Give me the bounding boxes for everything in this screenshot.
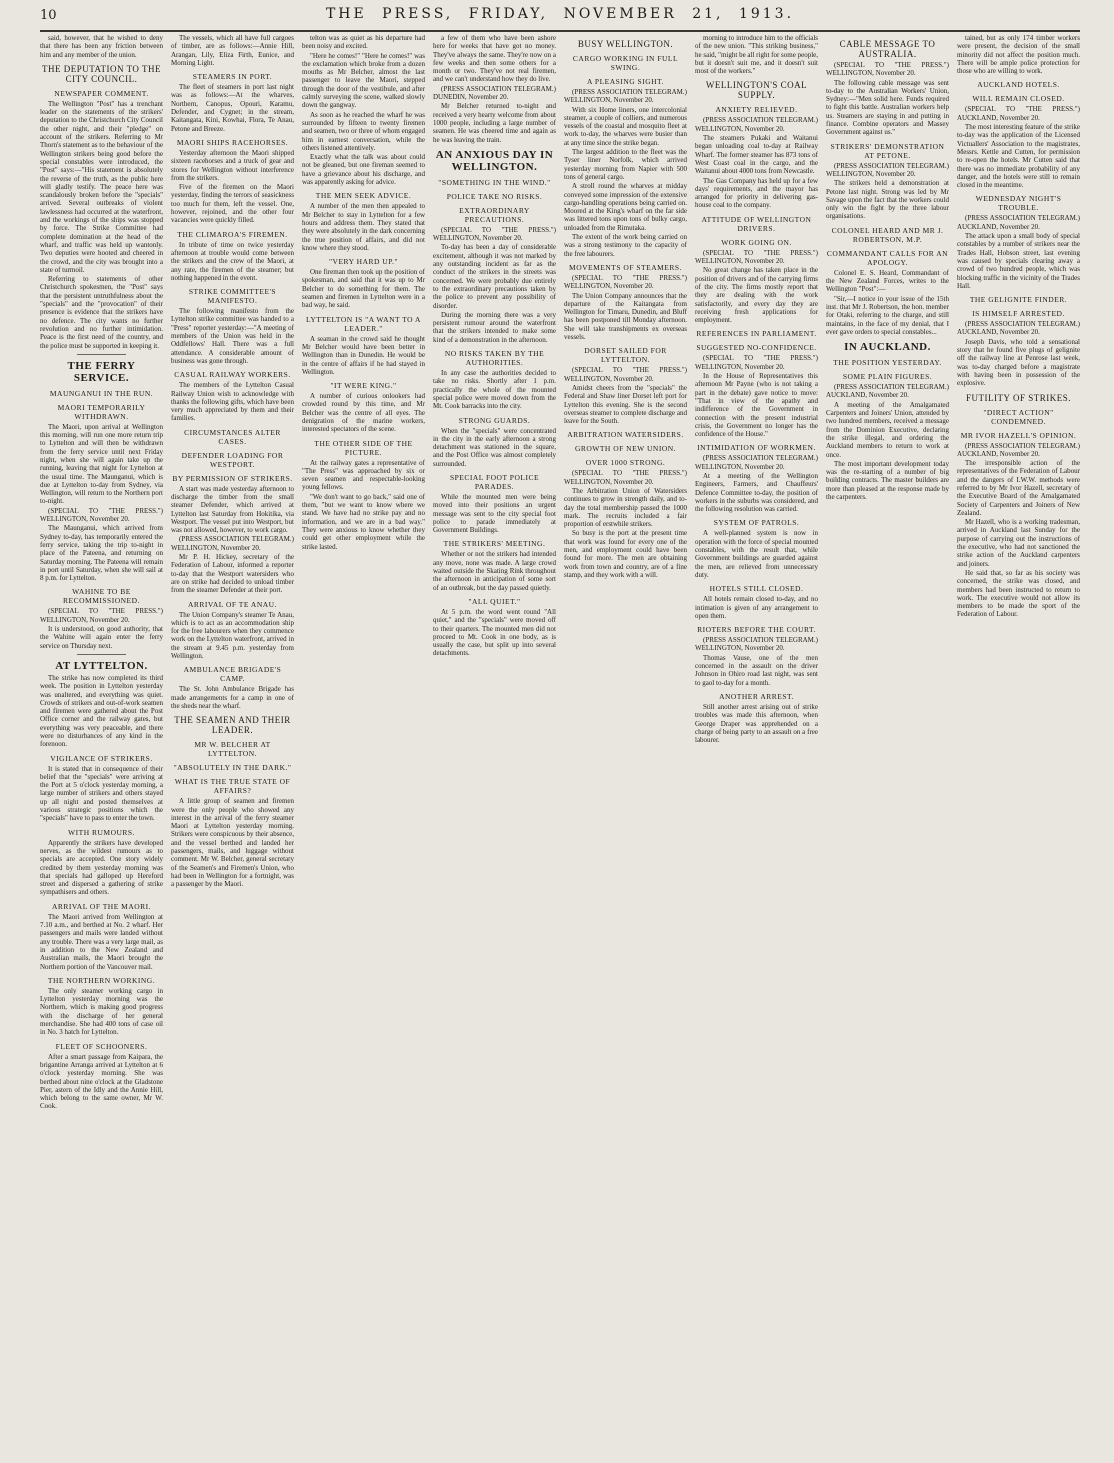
article-paragraph: At the railway gates a representative of "The Press" was approached by six or seven seamen and respectable-looking young fellows. (302, 458, 425, 492)
article-paragraph: The steamers Pukaki and Waitanui began unloading coal to-day at Railway Wharf. The former steamer has 873 tons of West Coast coal in the cargo, and the Waitanui about 4000 tons from Newcastle. (695, 134, 818, 176)
subheading: EXTRAORDINARY PRECAUTIONS. (459, 205, 530, 224)
article-paragraph: A meeting of the Amalgamated Carpenters and Joiners' Union, attended by two hundred members, received a message from the Dominion Executive, declaring the strike illegal, and ordering the Auckland members to return to work at once. (826, 400, 949, 459)
subheading: STRIKERS' DEMONSTRATION AT PETONE. (830, 141, 945, 160)
article-paragraph: At 5 p.m. the word went round "All quiet," and the "specials" were moved off to their quarters. The mounted men did not proceed to Mt. Cook in one body, as is usually the case, but split up into several detachments. (433, 607, 556, 658)
article-headline: FUTILITY OF STRIKES. (966, 392, 1071, 403)
dateline: (SPECIAL TO "THE PRESS.") WELLINGTON, November 20. (40, 607, 163, 624)
article-paragraph: Referring to statements of other Christchurch spokesmen, the "Post" says that the persistent untruthfulness about the "specials" and the "provocation" of their presence is evidence that the strikers have no defence. The city wants no further revolution and no further intimidation. Peace is the first need of the country, and the police must be supported in keeping it. (40, 275, 163, 350)
dateline: (PRESS ASSOCIATION TELEGRAM.) AUCKLAND, November 20. (826, 383, 949, 400)
subheading: DORSET SAILED FOR LYTTELTON. (584, 346, 667, 365)
article-paragraph: tained, but as only 174 timber workers were present, the decision of the small minority did not affect the position much. There will be ample police protection for those who are willing to work. (957, 34, 1080, 76)
dateline: (PRESS ASSOCIATION TELEGRAM.) AUCKLAND, November 20. (957, 320, 1080, 337)
article-headline: THE DEPUTATION TO THE CITY COUNCIL. (41, 63, 162, 84)
dateline: (SPECIAL TO "THE PRESS.") WELLINGTON, November 20. (826, 61, 949, 78)
column-4 (433, 34, 556, 1454)
subheading: AUCKLAND HOTELS. (977, 80, 1060, 90)
subheading: COLONEL HEARD AND MR J. ROBERTSON, M.P. (831, 225, 944, 244)
article-paragraph: The Union Company announces that the departure of the Kaitangata from Wellington for Timaru, Dunedin, and Bluff has been postponed till Monday afternoon. She will take transhipments ex overseas vessels. (564, 291, 687, 342)
subheading: WITH RUMOURS. (68, 827, 135, 837)
article-paragraph: It is understood, on good authority, that the Wahine will again enter the ferry service on Thursday next. (40, 625, 163, 650)
article-paragraph: Mr Belcher returned to-night and received a very hearty welcome from about 1000 people, including a large number of seamen. He was cheered time and again as he was leaving the train. (433, 102, 556, 144)
dateline: (SPECIAL TO "THE PRESS.") AUCKLAND, November 20. (957, 105, 1080, 122)
subheading: DEFENDER LOADING FOR WESTPORT. (181, 450, 284, 469)
article-paragraph: a few of them who have been ashore here for weeks that have got no money. They've always the same. They're now on a few weeks and then some others for a month or two. They've not real firemen, and we can't understand how they do live. (433, 34, 556, 84)
article-paragraph: As soon as he reached the wharf he was surrounded by fifteen to twenty firemen and seamen, two or three of whom engaged him in earnest conversation, while the others listened attentively. (302, 110, 425, 152)
subheading: THE CLIMAROA'S FIREMEN. (177, 229, 288, 239)
article-paragraph: The strikers held a demonstration at Petone last night. Strong was led by Mr Savage upon the fact that the workers could only win the fight by the three labour organisations. (826, 179, 949, 221)
masthead-title: THE PRESS, FRIDAY, NOVEMBER 21, 1913. (325, 6, 795, 22)
subheading: FLEET OF SCHOONERS. (55, 1041, 148, 1051)
article-paragraph: Five of the firemen on the Maori yesterday, finding the terrors of seasickness too much for them, left the vessel. One, however, rejoined, and the other four vacancies were quickly filled. (171, 183, 294, 225)
article-paragraph: No great change has taken place in the position of drivers and of the carrying firms of the city. The firms mostly report that they are dealing with the work satisfactorily, and every day they are receiving fresh applications for employment. (695, 266, 818, 325)
section-headline: AN ANXIOUS DAY IN WELLINGTON. (435, 148, 554, 173)
article-paragraph: The vessels, which all have full cargoes of timber, are as follows:—Annie Hill, Arangan, Lily, Eliza Firth, Eunice, and Morning Light. (171, 34, 294, 67)
masthead (40, 6, 1080, 32)
dateline: (PRESS ASSOCIATION TELEGRAM.) WELLINGTON, November 20. (826, 161, 949, 178)
subheading: THE POSITION YESTERDAY. (833, 358, 942, 368)
subheading: ARRIVAL OF THE MAORI. (51, 901, 152, 911)
article-paragraph: The Gas Company has held up for a few days' requirements, and the mayor has arranged for priority in delivering gas-house coal to the company. (695, 176, 818, 210)
column-7 (826, 34, 949, 1454)
subheading: "ALL QUIET." (468, 596, 521, 606)
column-1 (40, 34, 163, 1454)
article-paragraph: In tribute of time on twice yesterday afternoon at trouble would come between the strikers and the crew of the Maori, at any rate, the firemen of the steamer; but nothing happened in the event. (171, 240, 294, 282)
article-headline: CABLE MESSAGE TO AUSTRALIA. (839, 39, 936, 59)
subheading: ATTITUDE OF WELLINGTON DRIVERS. (701, 214, 812, 233)
subheading: SUGGESTED NO-CONFIDENCE. (696, 343, 817, 353)
article-paragraph: The Wellington "Post" has a trenchant leader on the statements of the strikers' deputation to the Christchurch City Council the other night, and their "pledge" on account of the strikers. Referring to Mr Thorn's statement as to the behaviour of the Wellington strikers being good before the special constables were introduced, the "Post" says:—"His statement is absolutely the reverse of the truth, as the public here will gladly testify. The peace here was scandalously broken before the "specials" arrived. Several outbreaks of violent lawlessness had occurred at the waterfront, and the workings of the ships was stopped by force. The Strike Committee had complete domination at the head of the wharf, and traffic was held up wantonly. Two deputies were hooted and cheered in the crowd, and the city was brought into a state of turmoil. (40, 99, 163, 274)
subheading: MOVEMENTS OF STEAMERS. (569, 262, 682, 272)
dateline: (PRESS ASSOCIATION TELEGRAM.) DUNEDIN, November 20. (433, 84, 556, 102)
article-paragraph: telton was as quiet as his departure had been noisy and excited. (302, 34, 425, 51)
subheading: AMBULANCE BRIGADE'S CAMP. (183, 665, 282, 684)
dateline: (PRESS ASSOCIATION TELEGRAM.) WELLINGTON, November 20. (695, 454, 818, 471)
article-paragraph: Amidst cheers from the "specials" the Federal and Shaw liner Dorset left port for Lyttelton this evening. She is the second overseas steamer to complete discharge and leave for the South. (564, 383, 687, 426)
article-paragraph: The irresponsible action of the representatives of the Federation of Labour and the dangers of I.W.W. methods were referred to by Mr Ivor Hazell, secretary of the Executive Board of the Amalgamated Society of Carpenters and Joiners of New Zealand. (957, 459, 1080, 517)
subheading: ARRIVAL OF TE ANAU. (188, 599, 277, 609)
article-paragraph: To-day has been a day of considerable excitement, although it was not marked by any outstanding incident as far as the conduct of the strikers in the streets was concerned. We were probably due entirely to the extraordinary precautions taken by the police to prevent any possibility of disorder. (433, 243, 556, 310)
subheading: THE OTHER SIDE OF THE PICTURE. (314, 438, 413, 457)
subheading: "VERY HARD UP." (329, 257, 398, 267)
subheading: MR W. BELCHER AT LYTTELTON. (194, 740, 271, 759)
article-paragraph: The most interesting feature of the strike to-day was the application of the Licensed Victuallers' Association to the magistrates, Messrs. Kettle and Cutten, for permission to re-open the hotels. Mr Cutten said that there was no immediate probability of any danger, and the hotels were still to remain closed in the meantime. (957, 123, 1080, 190)
subheading: ARBITRATION WATERSIDERS. (567, 430, 684, 440)
article-paragraph: At a meeting of the Wellington Engineers, Farmers, and Chauffeurs' Defence Committee to-day, the position of workers in the suburbs was considered, and the following resolution was carried. (695, 471, 818, 514)
article-paragraph: The Arbitration Union of Watersiders continues to grow in strength daily, and to-day the total membership passed the 1000 mark. The recruits included a fair proportion of erstwhile strikers. (564, 486, 687, 529)
article-headline: THE SEAMEN AND THEIR LEADER. (174, 715, 291, 736)
article-paragraph: morning to introduce him to the officials of the new union. "This striking business," he said, "might be all right for some people, but it doesn't suit me, and it doesn't suit most of the workers." (695, 34, 818, 76)
subheading: THE GELIGNITE FINDER. (969, 295, 1068, 305)
dateline: (SPECIAL TO "THE PRESS.") WELLINGTON, November 20. (564, 366, 687, 383)
page-number: 10 (40, 8, 57, 23)
subheading: NEWSPAPER COMMENT. (54, 88, 149, 98)
article-paragraph: The extent of the work being carried on was a strong testimony to the capacity of the free labourers. (564, 233, 687, 258)
subheading: WAHINE TO BE RECOMMISSIONED. (63, 587, 140, 606)
article-headline: WELLINGTON'S COAL SUPPLY. (705, 80, 808, 101)
subheading: STEAMERS IN PORT. (192, 72, 273, 82)
subheading: THE NORTHERN WORKING. (47, 975, 156, 985)
subheading: ANOTHER ARREST. (719, 691, 794, 701)
article-paragraph: Exactly what the talk was about could not be gleaned, but one fireman seemed to have a grievance about his discharge, and was apparently asking for advice. (302, 153, 425, 187)
subheading: WEDNESDAY NIGHT'S TROUBLE. (975, 194, 1062, 213)
subheading: REFERENCES IN PARLIAMENT. (696, 329, 817, 339)
column-3 (302, 34, 425, 1454)
article-paragraph: The attack upon a small body of special constables by a number of strikers near the Trades Hall, Hobson street, last evening was caused by specials clearing away a crowd of two hundred people, which was blocking traffic in the vicinity of the Trades Hall. (957, 232, 1080, 290)
subheading: STRIKE COMMITTEE'S MANIFESTO. (188, 287, 277, 306)
article-paragraph: The St. John Ambulance Brigade has made arrangements for a camp in one of the sheds near the wharf. (171, 685, 294, 710)
article-paragraph: A number of the men then appealed to Mr Belcher to stay in Lyttelton for a few hours and address them. They stated that they were absolutely in the dark concerning the true position of affairs, and did not know where they stood. (302, 202, 425, 252)
article-paragraph: The Maori arrived from Wellington at 7.10 a.m., and berthed at No. 2 wharf. Her passengers and mails were landed without any trouble. There was a very large mail, as in addition to the New Zealand and Australian mails, the Maori brought the Northern portion of the Vancouver mail. (40, 912, 163, 971)
dateline: (SPECIAL TO "THE PRESS.") WELLINGTON, November 20. (695, 248, 818, 266)
subheading: CIRCUMSTANCES ALTER CASES. (184, 427, 281, 446)
article-paragraph: When the "specials" were concentrated in the city in the early afternoon a strong detachment was stationed in the square, and the Post Office was almost completely surrounded. (433, 426, 556, 468)
column-2 (171, 34, 294, 1454)
section-headline: THE FERRY SERVICE. (67, 359, 136, 384)
subheading: POLICE TAKE NO RISKS. (446, 191, 543, 201)
article-paragraph: The Union Company's steamer Te Anau, which is to act as an accommodation ship for the free labourers when they commence work on the Lyttelton waterfront, arrived in the stream at 9.45 p.m. yesterday from Wellington. (171, 610, 294, 661)
article-paragraph: Apparently the strikers have developed nerves, as the wildest rumours as to specials are accepted. One story widely credited by them yesterday morning was that specials had galloped up Hereford street and dispersed a gathering of strike sympathisers and others. (40, 838, 163, 897)
article-paragraph: Colonel E. S. Heard, Commandant of the New Zealand Forces, writes to the Wellington "Post":— (826, 268, 949, 294)
subheading: HOTELS STILL CLOSED. (709, 584, 804, 594)
article-paragraph: The strike has now completed its third week. The position in Lyttelton yesterday was unaltered, and everything was quiet. Crowds of strikers and out-of-work seamen and firemen were gathered about the Post Office corner and the railway gates, but everything was very peaceable, and there were no disturbances of any kind in the forenoon. (40, 673, 163, 749)
article-paragraph: The most important development today was the re-starting of a number of big building contracts. The master builders are more than pleased at the response made by the carpenters. (826, 459, 949, 501)
subheading: "DIRECT ACTION" CONDEMNED. (983, 407, 1054, 426)
dateline: (SPECIAL TO "THE PRESS.") WELLINGTON, November 20. (695, 354, 818, 371)
section-divider (77, 354, 126, 355)
dateline: (PRESS ASSOCIATION TELEGRAM.) WELLINGTON, November 20. (695, 636, 818, 653)
dateline: (SPECIAL TO "THE PRESS.") WELLINGTON, November 20. (433, 225, 556, 243)
subheading: SYSTEM OF PATROLS. (713, 518, 800, 528)
subheading: ANXIETY RELIEVED. (715, 105, 798, 115)
dateline: (PRESS ASSOCIATION TELEGRAM.) WELLINGTON, November 20. (171, 535, 294, 552)
subheading: WORK GOING ON. (721, 237, 792, 247)
article-paragraph: While the mounted men were being moved into their positions an urgent message was sent to the city special foot police to parade immediately at Government Buildings. (433, 492, 556, 535)
dateline: (SPECIAL TO "THE PRESS.") WELLINGTON, November 20. (40, 506, 163, 524)
section-headline: IN AUCKLAND. (844, 341, 931, 354)
subheading: INTIMIDATION OF WORKMEN. (697, 443, 816, 453)
article-paragraph: A well-planned system is now in operation with the force of special mounted constables, with the result that, while Government buildings are guarded against the men, are relieved from unnecessary duty. (695, 529, 818, 579)
dateline: (PRESS ASSOCIATION TELEGRAM.) AUCKLAND, November 20. (957, 441, 1080, 458)
subheading: WHAT IS THE TRUE STATE OF AFFAIRS? (174, 777, 291, 796)
subheading: BY PERMISSION OF STRIKERS. (172, 473, 293, 483)
subheading: COMMANDANT CALLS FOR AN APOLOGY. (826, 248, 949, 267)
article-paragraph: "Here he comes!" "Here he comes!" was the exclamation which broke from a dozen mouths as Mr Belcher, almost the last passenger to leave the Maori, stepped through the door of the vestibule, and after calmly surveying the scene, walked slowly down the gangway. (302, 51, 425, 110)
subheading: NO RISKS TAKEN BY THE AUTHORITIES. (444, 349, 545, 368)
article-paragraph: said, however, that he wished to deny that there has been any friction between him and any member of the union. (40, 34, 163, 59)
subheading: IS HIMSELF ARRESTED. (972, 309, 1065, 319)
column-8 (957, 34, 1080, 1454)
article-paragraph: The Maunganui, which arrived from Sydney to-day, has temporarily entered the ferry service, taking the trip to-night in place of the Pateena, and returning on Saturday morning. The Pateena will remain in port until Saturday, when she will sail at 8 p.m. for Lyttelton. (40, 524, 163, 583)
subheading: OVER 1000 STRONG. (585, 458, 666, 468)
article-paragraph: A number of curious onlookers had crowded round by this time, and Mr Belcher was the centre of all eyes. The denigration of the marine workers, interested spectators of the scene. (302, 392, 425, 434)
article-paragraph: A stroll round the wharves at midday conveyed some impression of the extensive cargo-handling operations being carried on. Moored at the King's wharf on the far side was littered tons upon tons of bulky cargo, unloaded from the Rimutaka. (564, 182, 687, 232)
article-paragraph: The largest addition to the fleet was the Tyser liner Norfolk, which arrived yesterday morning from Napier with 500 tons of general cargo. (564, 148, 687, 181)
subheading: SOME PLAIN FIGURES. (842, 372, 933, 382)
article-paragraph: The members of the Lyttelton Casual Railway Union wish to acknowledge with thanks the following gifts, which have been very much appreciated by them and their families. (171, 381, 294, 423)
subheading: MR IVOR HAZELL'S OPINION. (960, 430, 1077, 440)
article-paragraph: Mr Hazell, who is a working tradesman, arrived in Auckland last Sunday for the purpose of carrying out the instructions of the executive, who had not sanctioned the strike action of the Auckland carpenters and joiners. (957, 518, 1080, 568)
article-paragraph: In the House of Representatives this afternoon Mr Payne (who is not taking a part in the debate) gave notice to move: "That in view of the apathy and indifference of the Government in connection with the present industrial crisis, the Government no longer has the confidence of the House." (695, 372, 818, 439)
subheading: VIGILANCE OF STRIKERS. (50, 753, 153, 763)
subheading: SPECIAL FOOT POLICE PARADES. (449, 472, 540, 491)
dateline: (PRESS ASSOCIATION TELEGRAM.) WELLINGTON, November 20. (695, 116, 818, 133)
article-columns (40, 34, 1080, 1454)
article-paragraph: During the morning there was a very persistent rumour around the waterfront that the strikers intended to make some kind of a demonstration in the afternoon. (433, 310, 556, 344)
section-divider (77, 654, 126, 655)
article-paragraph: Yesterday afternoon the Maori shipped sixteen racehorses and a truck of gear and stores for Wellington without interference from the strikers. (171, 148, 294, 182)
article-paragraph: The fleet of steamers in port last night was as follows:—At the wharves, Northern, Canopus, Opouri, Karamu, Defender, and Cygnet; in the stream, Kaitangata, Kini, Kowhai, Flora, Te Anau, Petone and Breeze. (171, 83, 294, 133)
article-paragraph: In any case the authorities decided to take no risks. Shortly after 1 p.m. practically the whole of the mounted special police were moved down from the Mt. Cook barracks into the city. (433, 369, 556, 411)
article-paragraph: Joseph Davis, who told a sensational story that he found five plugs of gelignite off the railway line at Penrose last week, was to-day charged before a magistrate with having been in possession of the explosive. (957, 337, 1080, 388)
subheading: MAUNGANUI IN THE RUN. (49, 388, 154, 398)
article-paragraph: Still another arrest arising out of strike troubles was made this afternoon, when George Draper was apprehended on a charge of being party to an assault on a free labourer. (695, 702, 818, 745)
subheading: GROWTH OF NEW UNION. (574, 444, 677, 454)
column-5 (564, 34, 687, 1454)
article-paragraph: After a smart passage from Kaipara, the brigantine Arranga arrived at Lyttelton at 6 o'clock yesterday morning. She was berthed about nine o'clock at the Gladstone Pier, astern of the Idly and the Annie Hill, which belong to the same owner, Mr W. Cook. (40, 1052, 163, 1111)
subheading: RIOTERS BEFORE THE COURT. (697, 625, 816, 635)
article-paragraph: Mr P. H. Hickey, secretary of the Federation of Labour, informed a reporter to-day that the Westport watersiders who are on strike had decided to unload timber from the steamer Defender at their port. (171, 553, 294, 595)
article-paragraph: So busy is the port at the present time that work was found for every one of the men, and employment could have been found for more. The men are obtaining work from town and country, are of a fine stamp, and they work with a will. (564, 529, 687, 579)
column-6 (695, 34, 818, 1454)
article-paragraph: One fireman then took up the position of spokesman, and said that it was up to Mr Belcher to do something for them. The seamen and firemen in Lyttelton were in a bad way, he said. (302, 268, 425, 310)
dateline: (SPECIAL TO "THE PRESS.") WELLINGTON, November 20. (564, 469, 687, 486)
article-paragraph: With six Home liners, one intercolonial steamer, a couple of colliers, and numerous vessels of the coastal and mosquito fleet at work to-day, the wharves were busier than at any time since the strike began. (564, 105, 687, 147)
article-paragraph: "We don't want to go back," said one of them, "but we want to know where we stand. We have had no strike pay and no information, and we are in a bad way." They were anxious to know whether they could get other employment while the strike lasted. (302, 492, 425, 551)
article-paragraph: The following manifesto from the Lyttelton strike committee was handed to a "Press" reporter yesterday:—"A meeting of members of the Union was held in the Oddfellows' Hall. There was a full attendance. A considerable amount of business was gone through. (171, 307, 294, 365)
subheading: "ABSOLUTELY IN THE DARK." (173, 763, 292, 773)
subheading: LYTTELTON IS "A WANT TO A LEADER." (306, 314, 421, 333)
subheading: WILL REMAIN CLOSED. (972, 94, 1065, 104)
article-paragraph: All hotels remain closed to-day, and no intimation is given of any arrangement to open them. (695, 595, 818, 620)
article-headline: BUSY WELLINGTON. (577, 39, 674, 49)
subheading: "IT WERE KING." (330, 381, 397, 391)
subheading: "SOMETHING IN THE WIND." (438, 177, 551, 187)
dateline: (PRESS ASSOCIATION TELEGRAM.) AUCKLAND, November 20. (957, 214, 1080, 231)
subheading: MAORI SHIPS RACEHORSES. (176, 137, 289, 147)
dateline: (PRESS ASSOCIATION TELEGRAM.) WELLINGTON, November 20. (564, 88, 687, 105)
subheading: CARGO WORKING IN FULL SWING. (572, 54, 679, 72)
article-paragraph: "Sir,—I notice in your issue of the 15th inst. that Mr J. Robertson, the hon. member for Otaki, referring to the charge, and still maintains, in the face of my denial, that I ever gave orders to special constables... (826, 294, 949, 336)
subheading: CASUAL RAILWAY WORKERS. (174, 370, 291, 380)
article-paragraph: A little group of seamen and firemen were the only people who showed any interest in the arrival of the ferry steamer Maori at Lyttelton yesterday morning. Strikers were conspicuous by their absence, and the vessel berthed and landed her passengers, mails, and luggage without comment. Mr W. Belcher, general secretary of the Seamen's and Firemen's Union, who had been in Wellington for a fortnight, was a passenger by the Maori. (171, 797, 294, 889)
subheading: STRONG GUARDS. (458, 415, 531, 425)
subheading: A PLEASING SIGHT. (587, 77, 664, 86)
section-headline: AT LYTTELTON. (55, 659, 148, 672)
subheading: MAORI TEMPORARILY WITHDRAWN. (57, 402, 146, 421)
subheading: THE MEN SEEK ADVICE. (315, 191, 412, 201)
article-paragraph: The following cable message was sent to-day to the Australian Workers' Union, Sydney:—"Men solid here. Funds required to fight this battle. Australian workers help us. Steamers are staying in and putting in finance. Combine operators and Massey Government against us." (826, 78, 949, 137)
article-paragraph: The only steamer working cargo in Lyttelton yesterday morning was the Northern, which is making good progress with the discharge of her general merchandise. She had 400 tons of case oil in No. 3 hatch for Lyttelton. (40, 986, 163, 1037)
article-paragraph: It is stated that in consequence of their belief that the "specials" were arriving at the Port at 5 o'clock yesterday morning, a large number of strikers and others stayed up all night and posted themselves at various strategic positions which the "specials" have to pass to enter the town. (40, 764, 163, 823)
article-paragraph: The Maori, upon arrival at Wellington this morning, will run one more return trip to Lyttelton and will then be withdrawn from the ferry service until next Friday night, when she will again take up the running, leaving that night for Lyttelton at the usual time. The Maunganui, which is due at Lyttelton to-day from Sydney, via Wellington, will return to the Northern port to-night. (40, 422, 163, 506)
dateline: (SPECIAL TO "THE PRESS.") WELLINGTON, November 20. (564, 273, 687, 291)
article-paragraph: A seaman in the crowd said he thought Mr Belcher would have been better in Wellington than in Dunedin. He would be in the centre of affairs if he had stayed in Wellington. (302, 334, 425, 376)
article-paragraph: A start was made yesterday afternoon to discharge the timber from the small steamer Defender, which arrived at Lyttelton last Saturday from Hokitika, via Westport. The vessel put into Westport, but was not allowed, however, to work cargo. (171, 484, 294, 535)
article-paragraph: He said that, so far as his society was concerned, the strike was closed, and members had been instructed to return to work. The executive would not allow its members to be made the sport of the Federation of Labour. (957, 568, 1080, 619)
subheading: THE STRIKERS' MEETING. (443, 539, 546, 549)
article-paragraph: Thomas Vause, one of the men concerned in the assault on the driver Johnson in Ohiro road last night, was sent to gaol to-day for a month. (695, 653, 818, 687)
article-paragraph: Whether or not the strikers had intended any move, none was made. A large crowd waited outside the Skating Rink throughout the afternoon in anticipation of some sort of an outbreak, but the day passed quietly. (433, 550, 556, 592)
